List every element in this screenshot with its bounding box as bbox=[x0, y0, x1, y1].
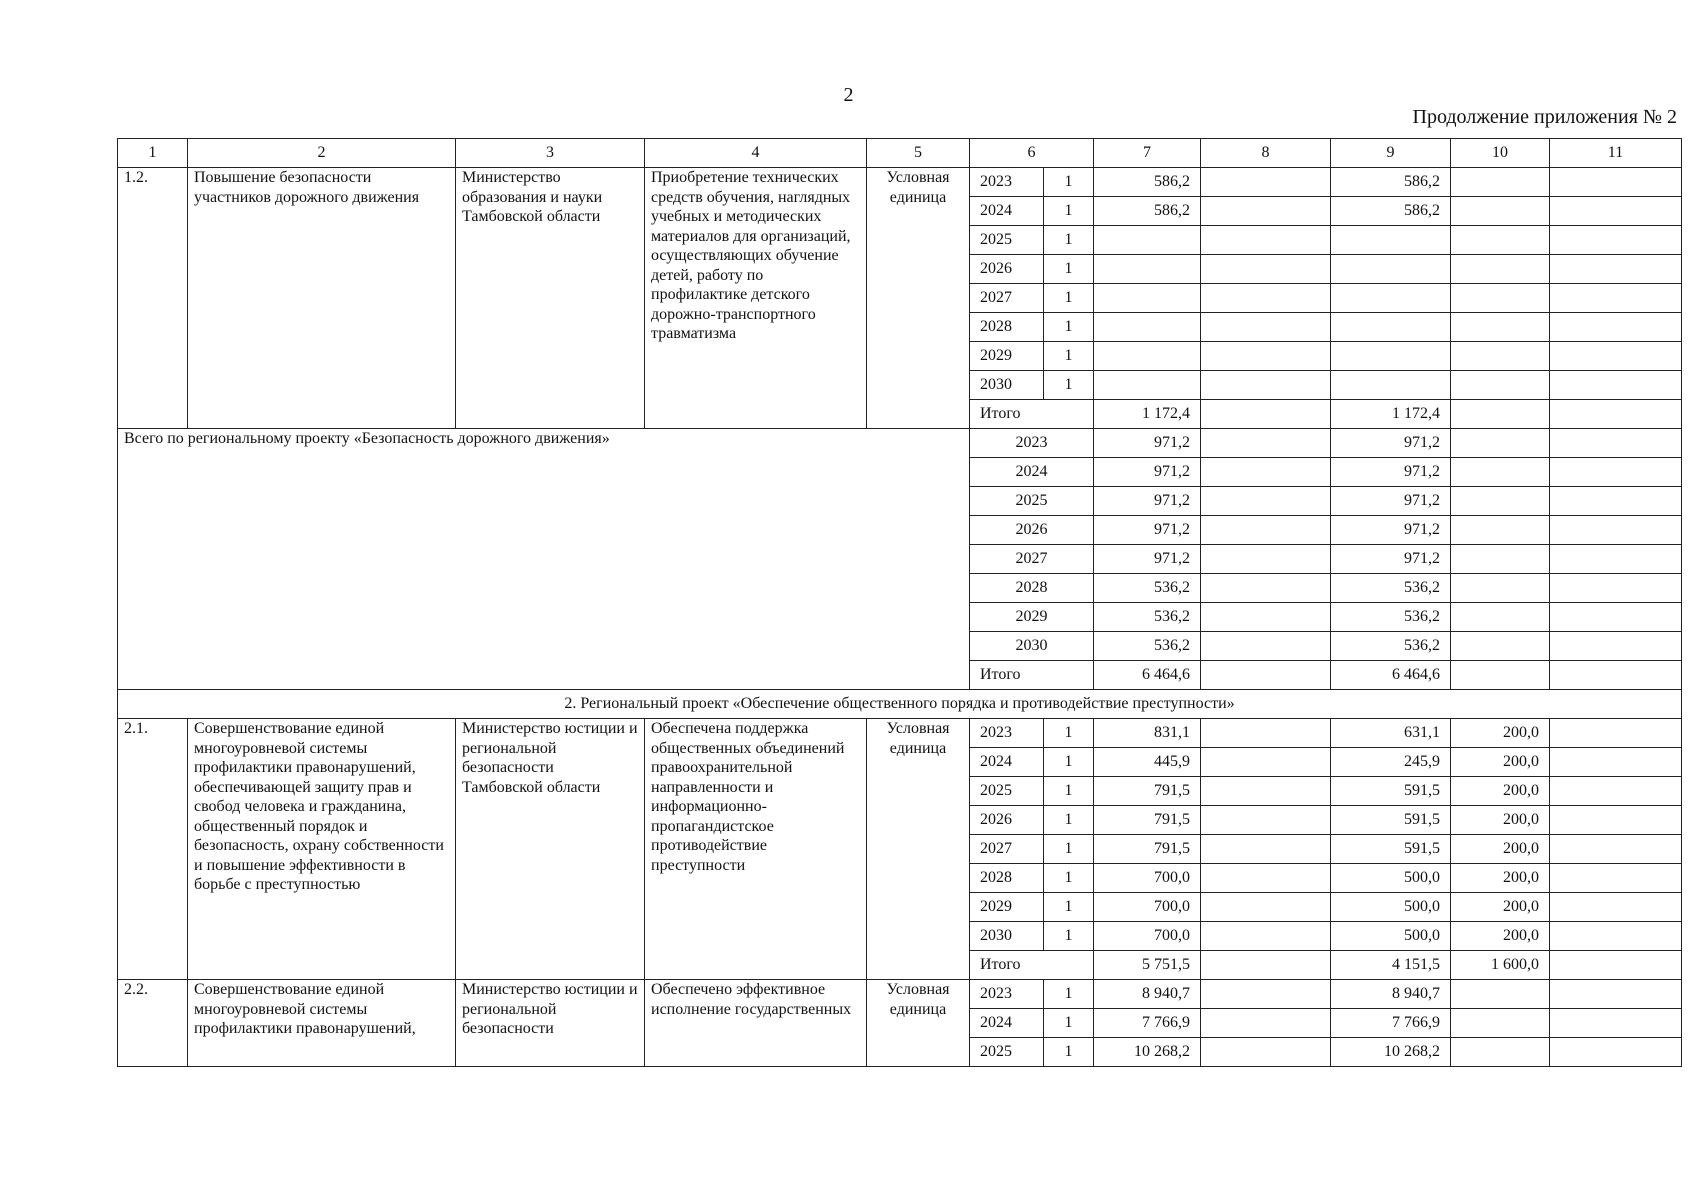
cell-col10 bbox=[1451, 545, 1550, 574]
cell-col7: 791,5 bbox=[1094, 806, 1201, 835]
cell-col10 bbox=[1451, 226, 1550, 255]
cell-col10 bbox=[1451, 603, 1550, 632]
measure-number: 1.2. bbox=[118, 168, 188, 429]
cell-col11 bbox=[1550, 226, 1682, 255]
cell-col11 bbox=[1550, 632, 1682, 661]
quantity-cell: 1 bbox=[1044, 342, 1094, 371]
cell-col8 bbox=[1201, 429, 1331, 458]
table-row bbox=[118, 168, 1682, 197]
table-row bbox=[118, 719, 1682, 748]
cell-col9: 6 464,6 bbox=[1331, 661, 1451, 690]
cell-col11 bbox=[1550, 487, 1682, 516]
project-total-label: Всего по региональному проекту «Безопасность дорожного движения» bbox=[118, 429, 970, 690]
cell-col7: 5 751,5 bbox=[1094, 951, 1201, 980]
col-header-5: 5 bbox=[867, 139, 970, 168]
cell-col9: 586,2 bbox=[1331, 168, 1451, 197]
cell-col7: 700,0 bbox=[1094, 893, 1201, 922]
quantity-cell: 1 bbox=[1044, 168, 1094, 197]
cell-col7: 536,2 bbox=[1094, 574, 1201, 603]
cell-col9: 586,2 bbox=[1331, 197, 1451, 226]
cell-col10: 200,0 bbox=[1451, 893, 1550, 922]
cell-col11 bbox=[1550, 864, 1682, 893]
unit-of-measure: Условная единица bbox=[867, 719, 970, 980]
cell-col10 bbox=[1451, 313, 1550, 342]
year-cell: 2030 bbox=[970, 371, 1044, 400]
cell-col9 bbox=[1331, 342, 1451, 371]
quantity-cell: 1 bbox=[1044, 922, 1094, 951]
unit-of-measure: Условная единица bbox=[867, 168, 970, 429]
cell-col9: 971,2 bbox=[1331, 545, 1451, 574]
year-cell: 2025 bbox=[970, 226, 1044, 255]
cell-col11 bbox=[1550, 197, 1682, 226]
cell-col10: 200,0 bbox=[1451, 864, 1550, 893]
cell-col9: 971,2 bbox=[1331, 458, 1451, 487]
year-cell: 2028 bbox=[970, 864, 1044, 893]
year-cell: 2023 bbox=[970, 719, 1044, 748]
cell-col8 bbox=[1201, 197, 1331, 226]
cell-col11 bbox=[1550, 951, 1682, 980]
cell-col9: 591,5 bbox=[1331, 806, 1451, 835]
cell-col9 bbox=[1331, 255, 1451, 284]
cell-col7: 586,2 bbox=[1094, 168, 1201, 197]
cell-col8 bbox=[1201, 342, 1331, 371]
cell-col10 bbox=[1451, 255, 1550, 284]
cell-col9: 536,2 bbox=[1331, 574, 1451, 603]
cell-col8 bbox=[1201, 719, 1331, 748]
cell-col7: 8 940,7 bbox=[1094, 980, 1201, 1009]
cell-col8 bbox=[1201, 168, 1331, 197]
cell-col8 bbox=[1201, 226, 1331, 255]
cell-col10 bbox=[1451, 284, 1550, 313]
cell-col7 bbox=[1094, 313, 1201, 342]
cell-col9: 7 766,9 bbox=[1331, 1009, 1451, 1038]
cell-col9: 500,0 bbox=[1331, 922, 1451, 951]
cell-col10 bbox=[1451, 1038, 1550, 1067]
year-cell: 2025 bbox=[970, 487, 1094, 516]
cell-col9: 536,2 bbox=[1331, 632, 1451, 661]
column-number-header bbox=[118, 139, 1682, 168]
quantity-cell: 1 bbox=[1044, 893, 1094, 922]
cell-col9: 1 172,4 bbox=[1331, 400, 1451, 429]
measure-name: Совершенствование единой многоуровневой системы профилактики правонарушений, обеспечивающей защиту прав и свобод человека и гражданина, общественный порядок и безопасность, охрану собственности и повышение эффективности в борьбе с преступностью bbox=[188, 719, 456, 980]
cell-col8 bbox=[1201, 603, 1331, 632]
cell-col7: 700,0 bbox=[1094, 922, 1201, 951]
year-cell: 2030 bbox=[970, 922, 1044, 951]
cell-col8 bbox=[1201, 806, 1331, 835]
col-header-10: 10 bbox=[1451, 139, 1550, 168]
cell-col10 bbox=[1451, 197, 1550, 226]
cell-col8 bbox=[1201, 864, 1331, 893]
cell-col10 bbox=[1451, 516, 1550, 545]
quantity-cell: 1 bbox=[1044, 719, 1094, 748]
year-cell: 2027 bbox=[970, 545, 1094, 574]
cell-col8 bbox=[1201, 487, 1331, 516]
cell-col9: 500,0 bbox=[1331, 864, 1451, 893]
quantity-cell: 1 bbox=[1044, 255, 1094, 284]
cell-col8 bbox=[1201, 371, 1331, 400]
year-cell: 2024 bbox=[970, 748, 1044, 777]
year-cell: 2027 bbox=[970, 284, 1044, 313]
quantity-cell: 1 bbox=[1044, 371, 1094, 400]
cell-col7 bbox=[1094, 284, 1201, 313]
cell-col10 bbox=[1451, 661, 1550, 690]
cell-col10: 200,0 bbox=[1451, 835, 1550, 864]
cell-col7: 445,9 bbox=[1094, 748, 1201, 777]
cell-col9: 631,1 bbox=[1331, 719, 1451, 748]
year-cell: 2026 bbox=[970, 255, 1044, 284]
year-cell: 2029 bbox=[970, 603, 1094, 632]
year-cell: 2025 bbox=[970, 777, 1044, 806]
cell-col10: 200,0 bbox=[1451, 748, 1550, 777]
cell-col8 bbox=[1201, 545, 1331, 574]
cell-col10: 200,0 bbox=[1451, 719, 1550, 748]
responsible-executor: Министерство юстиции и региональной безопасности Тамбовской области bbox=[456, 719, 645, 980]
cell-col11 bbox=[1550, 748, 1682, 777]
cell-col11 bbox=[1550, 371, 1682, 400]
year-cell: 2027 bbox=[970, 835, 1044, 864]
cell-col9: 10 268,2 bbox=[1331, 1038, 1451, 1067]
cell-col8 bbox=[1201, 1038, 1331, 1067]
cell-col9: 591,5 bbox=[1331, 835, 1451, 864]
cell-col9 bbox=[1331, 284, 1451, 313]
year-cell: 2025 bbox=[970, 1038, 1044, 1067]
year-cell: 2024 bbox=[970, 458, 1094, 487]
quantity-cell: 1 bbox=[1044, 313, 1094, 342]
cell-col11 bbox=[1550, 777, 1682, 806]
cell-col11 bbox=[1550, 516, 1682, 545]
cell-col8 bbox=[1201, 893, 1331, 922]
col-header-4: 4 bbox=[645, 139, 867, 168]
cell-col10 bbox=[1451, 1009, 1550, 1038]
cell-col11 bbox=[1550, 806, 1682, 835]
cell-col11 bbox=[1550, 980, 1682, 1009]
measure-number: 2.1. bbox=[118, 719, 188, 980]
cell-col11 bbox=[1550, 603, 1682, 632]
cell-col7: 6 464,6 bbox=[1094, 661, 1201, 690]
cell-col11 bbox=[1550, 168, 1682, 197]
quantity-cell: 1 bbox=[1044, 835, 1094, 864]
cell-col9: 971,2 bbox=[1331, 516, 1451, 545]
cell-col7: 971,2 bbox=[1094, 516, 1201, 545]
cell-col11 bbox=[1550, 719, 1682, 748]
year-cell: 2026 bbox=[970, 806, 1044, 835]
cell-col8 bbox=[1201, 574, 1331, 603]
col-header-7: 7 bbox=[1094, 139, 1201, 168]
quantity-cell: 1 bbox=[1044, 864, 1094, 893]
quantity-cell: 1 bbox=[1044, 226, 1094, 255]
quantity-cell: 1 bbox=[1044, 806, 1094, 835]
cell-col7: 971,2 bbox=[1094, 545, 1201, 574]
cell-col11 bbox=[1550, 313, 1682, 342]
cell-col11 bbox=[1550, 893, 1682, 922]
unit-of-measure: Условная единица bbox=[867, 980, 970, 1067]
cell-col10 bbox=[1451, 458, 1550, 487]
col-header-9: 9 bbox=[1331, 139, 1451, 168]
year-cell: 2024 bbox=[970, 1009, 1044, 1038]
col-header-1: 1 bbox=[118, 139, 188, 168]
cell-col11 bbox=[1550, 922, 1682, 951]
cell-col8 bbox=[1201, 777, 1331, 806]
cell-col7: 536,2 bbox=[1094, 603, 1201, 632]
cell-col11 bbox=[1550, 342, 1682, 371]
project-total-row bbox=[118, 429, 1682, 458]
cell-col7: 536,2 bbox=[1094, 632, 1201, 661]
year-cell: 2023 bbox=[970, 980, 1044, 1009]
cell-col10 bbox=[1451, 980, 1550, 1009]
responsible-executor: Министерство юстиции и региональной безопасности bbox=[456, 980, 645, 1067]
cell-col11 bbox=[1550, 284, 1682, 313]
cell-col7: 791,5 bbox=[1094, 835, 1201, 864]
cell-col9: 8 940,7 bbox=[1331, 980, 1451, 1009]
cell-col11 bbox=[1550, 400, 1682, 429]
cell-col9: 245,9 bbox=[1331, 748, 1451, 777]
cell-col7: 700,0 bbox=[1094, 864, 1201, 893]
cell-col9: 4 151,5 bbox=[1331, 951, 1451, 980]
cell-col10 bbox=[1451, 342, 1550, 371]
year-cell: 2029 bbox=[970, 893, 1044, 922]
cell-col11 bbox=[1550, 1009, 1682, 1038]
cell-col11 bbox=[1550, 1038, 1682, 1067]
cell-col8 bbox=[1201, 255, 1331, 284]
quantity-cell: 1 bbox=[1044, 1038, 1094, 1067]
cell-col10: 200,0 bbox=[1451, 777, 1550, 806]
quantity-cell: 1 bbox=[1044, 980, 1094, 1009]
cell-col7: 791,5 bbox=[1094, 777, 1201, 806]
col-header-2: 2 bbox=[188, 139, 456, 168]
year-cell: 2029 bbox=[970, 342, 1044, 371]
cell-col7: 586,2 bbox=[1094, 197, 1201, 226]
measure-result: Приобретение технических средств обучения, наглядных учебных и методических материалов для организаций, осуществляющих обучение детей, работу по профилактике детского дорожно-транспортного травматизма bbox=[645, 168, 867, 429]
cell-col10: 1 600,0 bbox=[1451, 951, 1550, 980]
table-row bbox=[118, 980, 1682, 1009]
cell-col9: 500,0 bbox=[1331, 893, 1451, 922]
cell-col7: 1 172,4 bbox=[1094, 400, 1201, 429]
cell-col7: 10 268,2 bbox=[1094, 1038, 1201, 1067]
col-header-6: 6 bbox=[970, 139, 1094, 168]
cell-col11 bbox=[1550, 574, 1682, 603]
col-header-3: 3 bbox=[456, 139, 645, 168]
cell-col8 bbox=[1201, 951, 1331, 980]
continuation-label: Продолжение приложения № 2 bbox=[1412, 106, 1677, 128]
year-cell: 2028 bbox=[970, 574, 1094, 603]
cell-col10 bbox=[1451, 487, 1550, 516]
cell-col8 bbox=[1201, 313, 1331, 342]
cell-col8 bbox=[1201, 835, 1331, 864]
cell-col7 bbox=[1094, 255, 1201, 284]
cell-col8 bbox=[1201, 632, 1331, 661]
quantity-cell: 1 bbox=[1044, 197, 1094, 226]
cell-col8 bbox=[1201, 748, 1331, 777]
cell-col11 bbox=[1550, 255, 1682, 284]
measure-result: Обеспечено эффективное исполнение государственных bbox=[645, 980, 867, 1067]
cell-col9: 536,2 bbox=[1331, 603, 1451, 632]
cell-col8 bbox=[1201, 284, 1331, 313]
cell-col11 bbox=[1550, 661, 1682, 690]
measure-name: Повышение безопасности участников дорожного движения bbox=[188, 168, 456, 429]
cell-col7 bbox=[1094, 342, 1201, 371]
cell-col7: 971,2 bbox=[1094, 487, 1201, 516]
page-number: 2 bbox=[843, 84, 854, 106]
quantity-cell: 1 bbox=[1044, 777, 1094, 806]
measure-result: Обеспечена поддержка общественных объединений правоохранительной направленности и информационно-пропагандистское противодействие преступности bbox=[645, 719, 867, 980]
cell-col8 bbox=[1201, 400, 1331, 429]
cell-col9 bbox=[1331, 371, 1451, 400]
total-label: Итого bbox=[970, 951, 1094, 980]
year-cell: 2028 bbox=[970, 313, 1044, 342]
cell-col9: 971,2 bbox=[1331, 429, 1451, 458]
section-title: 2. Региональный проект «Обеспечение общественного порядка и противодействие преступности» bbox=[118, 690, 1682, 719]
year-cell: 2030 bbox=[970, 632, 1094, 661]
cell-col11 bbox=[1550, 458, 1682, 487]
cell-col10 bbox=[1451, 632, 1550, 661]
quantity-cell: 1 bbox=[1044, 748, 1094, 777]
year-cell: 2024 bbox=[970, 197, 1044, 226]
appendix-table bbox=[117, 138, 1682, 1067]
cell-col10 bbox=[1451, 400, 1550, 429]
cell-col11 bbox=[1550, 429, 1682, 458]
cell-col7: 971,2 bbox=[1094, 458, 1201, 487]
cell-col8 bbox=[1201, 980, 1331, 1009]
cell-col8 bbox=[1201, 661, 1331, 690]
measure-name: Совершенствование единой многоуровневой системы профилактики правонарушений, bbox=[188, 980, 456, 1067]
cell-col7: 831,1 bbox=[1094, 719, 1201, 748]
cell-col8 bbox=[1201, 458, 1331, 487]
cell-col7: 971,2 bbox=[1094, 429, 1201, 458]
year-cell: 2023 bbox=[970, 429, 1094, 458]
cell-col10 bbox=[1451, 371, 1550, 400]
col-header-8: 8 bbox=[1201, 139, 1331, 168]
cell-col8 bbox=[1201, 922, 1331, 951]
cell-col8 bbox=[1201, 1009, 1331, 1038]
cell-col10 bbox=[1451, 429, 1550, 458]
measure-number: 2.2. bbox=[118, 980, 188, 1067]
total-label: Итого bbox=[970, 400, 1094, 429]
total-label: Итого bbox=[970, 661, 1094, 690]
cell-col9: 971,2 bbox=[1331, 487, 1451, 516]
cell-col7 bbox=[1094, 371, 1201, 400]
cell-col11 bbox=[1550, 835, 1682, 864]
cell-col11 bbox=[1550, 545, 1682, 574]
cell-col8 bbox=[1201, 516, 1331, 545]
cell-col10 bbox=[1451, 168, 1550, 197]
cell-col10: 200,0 bbox=[1451, 806, 1550, 835]
cell-col7: 7 766,9 bbox=[1094, 1009, 1201, 1038]
col-header-11: 11 bbox=[1550, 139, 1682, 168]
section-title-row bbox=[118, 690, 1682, 719]
year-cell: 2023 bbox=[970, 168, 1044, 197]
cell-col10 bbox=[1451, 574, 1550, 603]
cell-col9: 591,5 bbox=[1331, 777, 1451, 806]
cell-col7 bbox=[1094, 226, 1201, 255]
responsible-executor: Министерство образования и науки Тамбовской области bbox=[456, 168, 645, 429]
quantity-cell: 1 bbox=[1044, 284, 1094, 313]
cell-col10: 200,0 bbox=[1451, 922, 1550, 951]
year-cell: 2026 bbox=[970, 516, 1094, 545]
cell-col9 bbox=[1331, 226, 1451, 255]
quantity-cell: 1 bbox=[1044, 1009, 1094, 1038]
cell-col9 bbox=[1331, 313, 1451, 342]
